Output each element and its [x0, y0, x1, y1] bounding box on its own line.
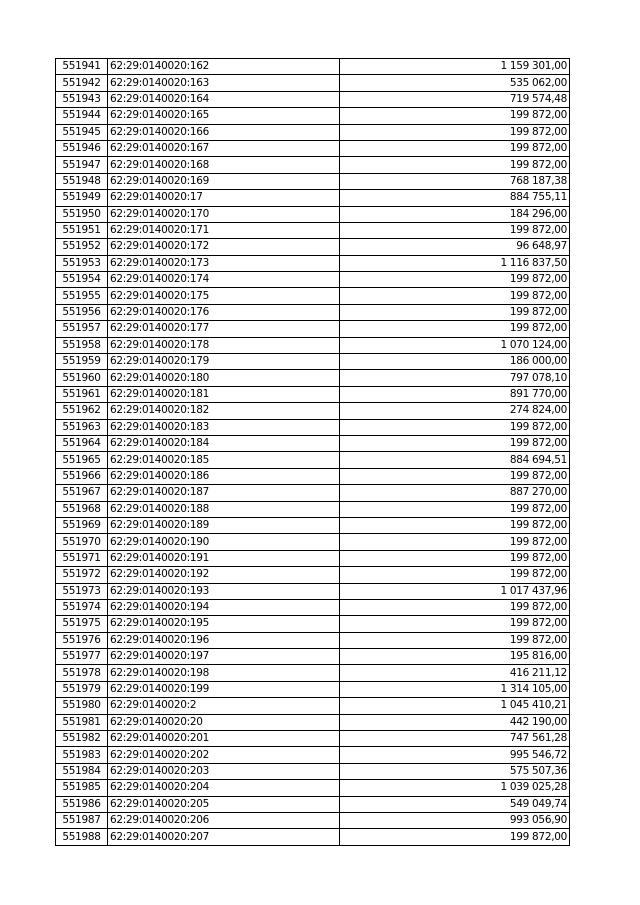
cadastral-value-table [55, 58, 570, 846]
table-row [56, 599, 570, 615]
cadastral-number-cell: 62:29:0140020:207 [108, 829, 340, 845]
table-row [56, 370, 570, 386]
table-row [56, 386, 570, 402]
cadastral-number-cell: 62:29:0140020:190 [108, 534, 340, 550]
table-row [56, 714, 570, 730]
row-number-cell: 551966 [56, 468, 108, 484]
row-number-cell: 551983 [56, 747, 108, 763]
cadastral-number-cell: 62:29:0140020:17 [108, 190, 340, 206]
cadastral-number-cell: 62:29:0140020:169 [108, 173, 340, 189]
cadastral-value-cell: 199 872,00 [340, 419, 570, 435]
cadastral-number-cell: 62:29:0140020:166 [108, 124, 340, 140]
row-number-cell: 551973 [56, 583, 108, 599]
row-number-cell: 551945 [56, 124, 108, 140]
cadastral-number-cell: 62:29:0140020:179 [108, 354, 340, 370]
cadastral-value-cell: 1 017 437,96 [340, 583, 570, 599]
table-row [56, 583, 570, 599]
cadastral-number-cell: 62:29:0140020:165 [108, 108, 340, 124]
cadastral-number-cell: 62:29:0140020:195 [108, 616, 340, 632]
cadastral-value-cell: 442 190,00 [340, 714, 570, 730]
table-body [56, 59, 570, 846]
cadastral-number-cell: 62:29:0140020:162 [108, 59, 340, 75]
table-row [56, 206, 570, 222]
cadastral-value-cell: 199 872,00 [340, 435, 570, 451]
cadastral-number-cell: 62:29:0140020:188 [108, 501, 340, 517]
row-number-cell: 551980 [56, 698, 108, 714]
table-row [56, 468, 570, 484]
cadastral-value-cell: 1 039 025,28 [340, 780, 570, 796]
cadastral-number-cell: 62:29:0140020:199 [108, 681, 340, 697]
table-row [56, 780, 570, 796]
row-number-cell: 551942 [56, 75, 108, 91]
cadastral-number-cell: 62:29:0140020:178 [108, 337, 340, 353]
cadastral-value-cell: 995 546,72 [340, 747, 570, 763]
cadastral-value-cell: 199 872,00 [340, 567, 570, 583]
cadastral-number-cell: 62:29:0140020:201 [108, 731, 340, 747]
row-number-cell: 551965 [56, 452, 108, 468]
cadastral-value-cell: 96 648,97 [340, 239, 570, 255]
cadastral-number-cell: 62:29:0140020:205 [108, 796, 340, 812]
cadastral-value-cell: 1 314 105,00 [340, 681, 570, 697]
row-number-cell: 551971 [56, 550, 108, 566]
table-row [56, 452, 570, 468]
cadastral-value-cell: 1 070 124,00 [340, 337, 570, 353]
table-row [56, 812, 570, 828]
row-number-cell: 551963 [56, 419, 108, 435]
table-row [56, 140, 570, 156]
table-row [56, 91, 570, 107]
cadastral-number-cell: 62:29:0140020:20 [108, 714, 340, 730]
table-row [56, 665, 570, 681]
row-number-cell: 551967 [56, 485, 108, 501]
cadastral-value-cell: 199 872,00 [340, 632, 570, 648]
table-row [56, 632, 570, 648]
table-row [56, 435, 570, 451]
table-row [56, 796, 570, 812]
cadastral-value-cell: 891 770,00 [340, 386, 570, 402]
row-number-cell: 551946 [56, 140, 108, 156]
table-row [56, 304, 570, 320]
row-number-cell: 551961 [56, 386, 108, 402]
row-number-cell: 551968 [56, 501, 108, 517]
table-row [56, 75, 570, 91]
cadastral-number-cell: 62:29:0140020:168 [108, 157, 340, 173]
cadastral-value-cell: 549 049,74 [340, 796, 570, 812]
row-number-cell: 551986 [56, 796, 108, 812]
cadastral-value-cell: 747 561,28 [340, 731, 570, 747]
table-row [56, 550, 570, 566]
cadastral-value-cell: 199 872,00 [340, 124, 570, 140]
row-number-cell: 551941 [56, 59, 108, 75]
row-number-cell: 551987 [56, 812, 108, 828]
row-number-cell: 551981 [56, 714, 108, 730]
cadastral-value-cell: 884 755,11 [340, 190, 570, 206]
cadastral-value-cell: 768 187,38 [340, 173, 570, 189]
table-row [56, 501, 570, 517]
cadastral-number-cell: 62:29:0140020:198 [108, 665, 340, 681]
cadastral-number-cell: 62:29:0140020:173 [108, 255, 340, 271]
cadastral-value-cell: 1 159 301,00 [340, 59, 570, 75]
table-row [56, 222, 570, 238]
row-number-cell: 551951 [56, 222, 108, 238]
cadastral-number-cell: 62:29:0140020:181 [108, 386, 340, 402]
row-number-cell: 551982 [56, 731, 108, 747]
cadastral-number-cell: 62:29:0140020:174 [108, 272, 340, 288]
cadastral-number-cell: 62:29:0140020:191 [108, 550, 340, 566]
table-row [56, 272, 570, 288]
cadastral-value-cell: 199 872,00 [340, 288, 570, 304]
table-row [56, 829, 570, 845]
row-number-cell: 551950 [56, 206, 108, 222]
cadastral-number-cell: 62:29:0140020:170 [108, 206, 340, 222]
cadastral-number-cell: 62:29:0140020:194 [108, 599, 340, 615]
cadastral-value-cell: 199 872,00 [340, 468, 570, 484]
row-number-cell: 551975 [56, 616, 108, 632]
cadastral-number-cell: 62:29:0140020:206 [108, 812, 340, 828]
cadastral-value-cell: 199 872,00 [340, 616, 570, 632]
row-number-cell: 551955 [56, 288, 108, 304]
cadastral-number-cell: 62:29:0140020:171 [108, 222, 340, 238]
table-row [56, 567, 570, 583]
row-number-cell: 551988 [56, 829, 108, 845]
table-row [56, 108, 570, 124]
table-row [56, 190, 570, 206]
cadastral-value-cell: 199 872,00 [340, 517, 570, 533]
cadastral-number-cell: 62:29:0140020:184 [108, 435, 340, 451]
cadastral-value-cell: 199 872,00 [340, 599, 570, 615]
row-number-cell: 551964 [56, 435, 108, 451]
row-number-cell: 551947 [56, 157, 108, 173]
table-row [56, 124, 570, 140]
cadastral-number-cell: 62:29:0140020:176 [108, 304, 340, 320]
cadastral-value-cell: 199 872,00 [340, 304, 570, 320]
table-row [56, 337, 570, 353]
table-row [56, 649, 570, 665]
cadastral-value-cell: 719 574,48 [340, 91, 570, 107]
table-row [56, 173, 570, 189]
row-number-cell: 551953 [56, 255, 108, 271]
cadastral-value-cell: 1 045 410,21 [340, 698, 570, 714]
cadastral-number-cell: 62:29:0140020:2 [108, 698, 340, 714]
cadastral-value-cell: 199 872,00 [340, 501, 570, 517]
table-row [56, 534, 570, 550]
cadastral-value-cell: 575 507,36 [340, 763, 570, 779]
row-number-cell: 551960 [56, 370, 108, 386]
row-number-cell: 551958 [56, 337, 108, 353]
table-row [56, 59, 570, 75]
row-number-cell: 551969 [56, 517, 108, 533]
cadastral-number-cell: 62:29:0140020:193 [108, 583, 340, 599]
row-number-cell: 551974 [56, 599, 108, 615]
cadastral-value-cell: 199 872,00 [340, 321, 570, 337]
table-row [56, 239, 570, 255]
cadastral-number-cell: 62:29:0140020:192 [108, 567, 340, 583]
table-row [56, 681, 570, 697]
cadastral-value-cell: 535 062,00 [340, 75, 570, 91]
cadastral-number-cell: 62:29:0140020:177 [108, 321, 340, 337]
row-number-cell: 551948 [56, 173, 108, 189]
cadastral-value-cell: 199 872,00 [340, 829, 570, 845]
row-number-cell: 551972 [56, 567, 108, 583]
cadastral-number-cell: 62:29:0140020:182 [108, 403, 340, 419]
cadastral-number-cell: 62:29:0140020:183 [108, 419, 340, 435]
cadastral-value-cell: 416 211,12 [340, 665, 570, 681]
row-number-cell: 551984 [56, 763, 108, 779]
cadastral-value-cell: 186 000,00 [340, 354, 570, 370]
cadastral-number-cell: 62:29:0140020:167 [108, 140, 340, 156]
row-number-cell: 551979 [56, 681, 108, 697]
row-number-cell: 551977 [56, 649, 108, 665]
table-row [56, 747, 570, 763]
cadastral-number-cell: 62:29:0140020:172 [108, 239, 340, 255]
row-number-cell: 551959 [56, 354, 108, 370]
cadastral-value-cell: 887 270,00 [340, 485, 570, 501]
cadastral-value-cell: 993 056,90 [340, 812, 570, 828]
cadastral-number-cell: 62:29:0140020:187 [108, 485, 340, 501]
cadastral-value-cell: 797 078,10 [340, 370, 570, 386]
cadastral-number-cell: 62:29:0140020:204 [108, 780, 340, 796]
table-row [56, 616, 570, 632]
table-row [56, 731, 570, 747]
table-row [56, 485, 570, 501]
row-number-cell: 551949 [56, 190, 108, 206]
table-row [56, 517, 570, 533]
table-row [56, 698, 570, 714]
cadastral-value-cell: 199 872,00 [340, 272, 570, 288]
table-row [56, 763, 570, 779]
cadastral-number-cell: 62:29:0140020:163 [108, 75, 340, 91]
row-number-cell: 551970 [56, 534, 108, 550]
table-row [56, 255, 570, 271]
cadastral-number-cell: 62:29:0140020:197 [108, 649, 340, 665]
table-row [56, 354, 570, 370]
cadastral-value-cell: 1 116 837,50 [340, 255, 570, 271]
row-number-cell: 551943 [56, 91, 108, 107]
table-row [56, 157, 570, 173]
row-number-cell: 551957 [56, 321, 108, 337]
cadastral-value-cell: 199 872,00 [340, 108, 570, 124]
table-row [56, 403, 570, 419]
cadastral-value-cell: 199 872,00 [340, 157, 570, 173]
cadastral-number-cell: 62:29:0140020:203 [108, 763, 340, 779]
cadastral-number-cell: 62:29:0140020:202 [108, 747, 340, 763]
row-number-cell: 551962 [56, 403, 108, 419]
cadastral-value-cell: 199 872,00 [340, 222, 570, 238]
cadastral-number-cell: 62:29:0140020:196 [108, 632, 340, 648]
row-number-cell: 551944 [56, 108, 108, 124]
row-number-cell: 551978 [56, 665, 108, 681]
cadastral-number-cell: 62:29:0140020:180 [108, 370, 340, 386]
cadastral-value-cell: 199 872,00 [340, 550, 570, 566]
cadastral-value-cell: 274 824,00 [340, 403, 570, 419]
row-number-cell: 551954 [56, 272, 108, 288]
table-row [56, 419, 570, 435]
row-number-cell: 551956 [56, 304, 108, 320]
cadastral-number-cell: 62:29:0140020:186 [108, 468, 340, 484]
cadastral-number-cell: 62:29:0140020:189 [108, 517, 340, 533]
row-number-cell: 551952 [56, 239, 108, 255]
cadastral-number-cell: 62:29:0140020:175 [108, 288, 340, 304]
cadastral-value-cell: 199 872,00 [340, 140, 570, 156]
cadastral-value-cell: 195 816,00 [340, 649, 570, 665]
row-number-cell: 551976 [56, 632, 108, 648]
cadastral-value-cell: 884 694,51 [340, 452, 570, 468]
cadastral-number-cell: 62:29:0140020:164 [108, 91, 340, 107]
cadastral-number-cell: 62:29:0140020:185 [108, 452, 340, 468]
cadastral-value-cell: 184 296,00 [340, 206, 570, 222]
cadastral-value-cell: 199 872,00 [340, 534, 570, 550]
row-number-cell: 551985 [56, 780, 108, 796]
table-row [56, 321, 570, 337]
table-row [56, 288, 570, 304]
